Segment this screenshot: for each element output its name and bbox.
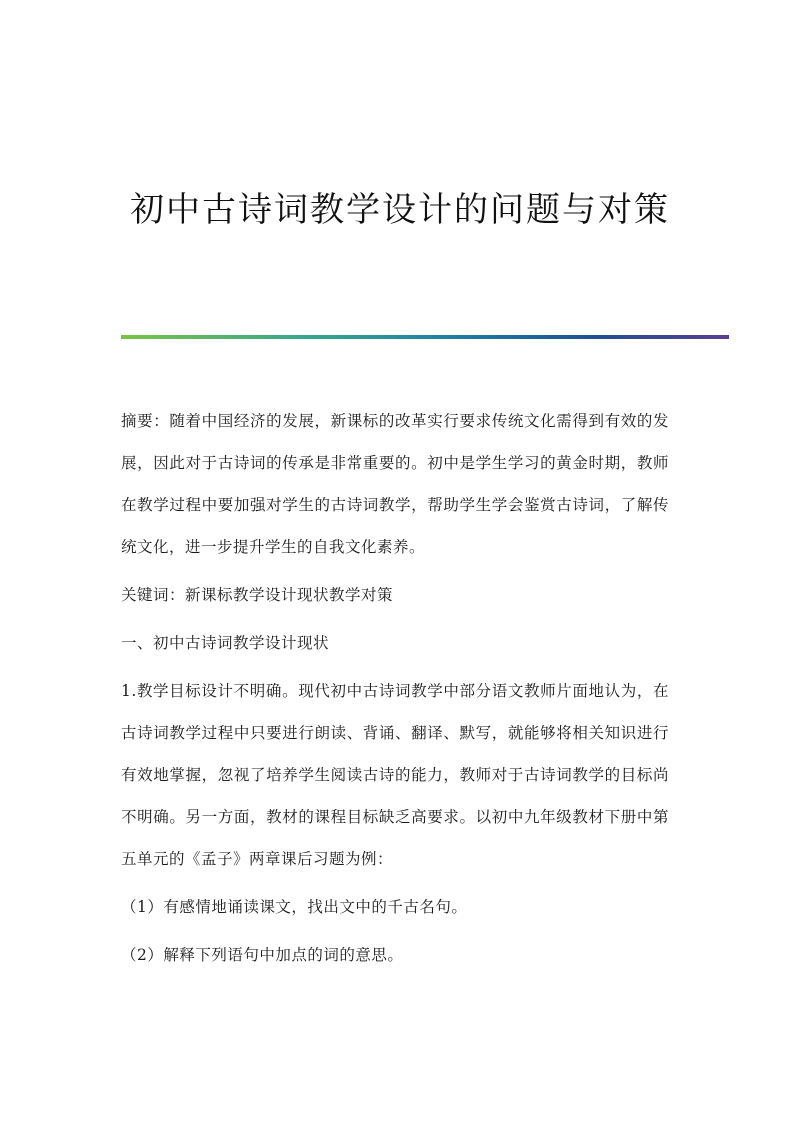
document-body bbox=[121, 400, 669, 982]
exercise-item: （2）解释下列语句中加点的词的意思。 bbox=[121, 946, 404, 964]
exercise-item: （1）有感情地诵读课文，找出文中的千古名句。 bbox=[121, 898, 468, 916]
body-paragraph: 1.教学目标设计不明确。现代初中古诗词教学中部分语文教师片面地认为，在古诗词教学过程中只要进行朗读、背诵、翻译、默写，就能够将相关知识进行有效地掌握，忽视了培养学生阅读古诗的能力，教师对于古诗词教学的目标尚不明确。另一方面，教材的课程目标缺乏高要求。以初中九年级教材下册中第五单元的《孟子》两章课后习题为例： bbox=[121, 682, 669, 868]
abstract-paragraph: 摘要：随着中国经济的发展，新课标的改革实行要求传统文化需得到有效的发展，因此对于古诗词的传承是非常重要的。初中是学生学习的黄金时期，教师在教学过程中要加强对学生的古诗词教学，帮助学生学会鉴赏古诗词，了解传统文化，进一步提升学生的自我文化素养。 bbox=[121, 412, 669, 556]
document-title: 初中古诗词教学设计的问题与对策 bbox=[130, 190, 670, 230]
title-divider bbox=[121, 335, 729, 339]
keywords-paragraph: 关键词：新课标教学设计现状教学对策 bbox=[121, 586, 394, 604]
section-heading: 一、初中古诗词教学设计现状 bbox=[121, 634, 330, 652]
